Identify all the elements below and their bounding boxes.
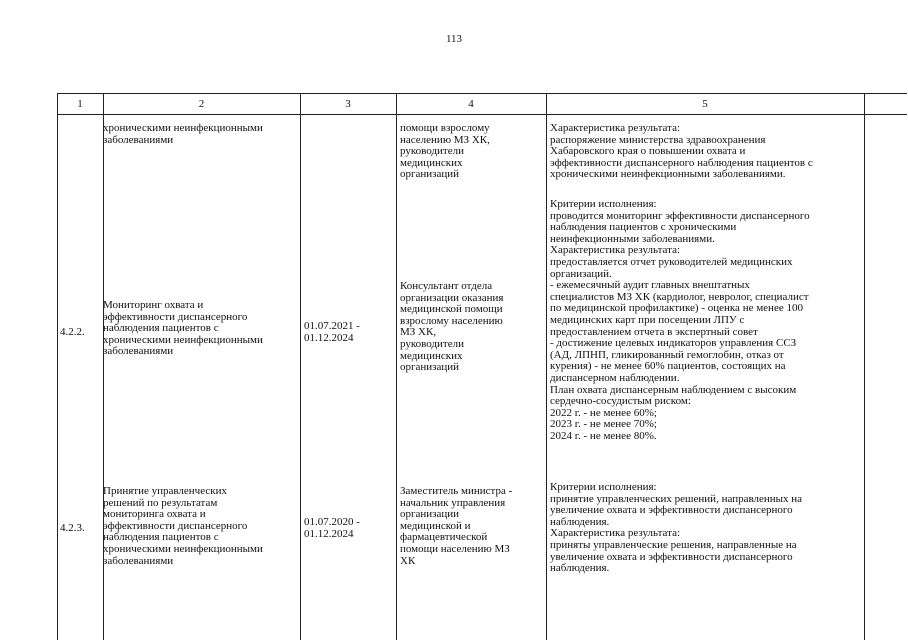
continuation-result-cell: Характеристика результата: распоряжение министерства здравоохранения Хабаровского края о повышении охвата и эффективности диспансерного наблюдения пациентов с хроническими неинфекционными заболеваниями. (550, 122, 813, 181)
activities-table (57, 93, 907, 640)
continuation-name-cell: хроническими неинфекционными заболеваниями (103, 122, 263, 146)
header-cell-2: 2 (198, 98, 205, 110)
period-cell: 01.07.2021 - 01.12.2024 (304, 320, 360, 344)
row-number-cell: 4.2.2. (60, 326, 85, 338)
executor-cell: Консультант отдела организации оказания медицинской помощи взрослому населению МЗ ХК, руководители медицинских организаций (400, 280, 504, 374)
executor-cell: Заместитель министра - начальник управления организации медицинской и фармацевтической помощи населению МЗ ХК (400, 485, 513, 567)
column-divider (300, 93, 301, 640)
header-cell-3: 3 (345, 98, 351, 110)
result-cell: Критерии исполнения: принятие управленческих решений, направленных на увеличение охвата и эффективности диспансерного наблюдения. Характеристика результата: приняты управленческие решения, направленные на увеличение охвата и эффективности диспансерного наблюдения. (550, 481, 803, 575)
row-number-cell: 4.2.3. (60, 522, 85, 534)
column-divider (57, 93, 58, 640)
column-divider (396, 93, 397, 640)
activity-name-cell: Принятие управленческих решений по результатам мониторинга охвата и эффективности диспансерного наблюдения пациентов с хроническими неинфекционными заболеваниями (103, 485, 263, 567)
activity-name-cell: Мониторинг охвата и эффективности диспансерного наблюдения пациентов с хроническими неинфекционными заболеваниями (103, 299, 263, 358)
page-number: 113 (445, 33, 463, 45)
column-divider (546, 93, 547, 640)
result-cell: Критерии исполнения: проводится мониторинг эффективности диспансерного наблюдения пациентов с хроническими неинфекционными заболеваниями. Характеристика результата: предоставляется отчет руководителей медицинских организаций. - ежемесячный аудит главных внештатных специалистов МЗ ХК (кардиолог, невролог, специалист по медицинской профилактике) - оценка не менее 100 медицинских карт при посещении ЛПУ с предоставлением отчета в экспертный совет - достижение целевых индикаторов управления ССЗ (АД, ЛПНП, гликированный гемоглобин, отказ от курения) - не менее 60% пациентов, состоящих на диспансерном наблюдении. План охвата диспансерным наблюдением с высоким сердечно-сосудистым риском: 2022 г. - не менее 60%; 2023 г. - не менее 70%; 2024 г. - не менее 80%. (550, 198, 810, 442)
table-header-row (57, 93, 907, 115)
header-cell-5: 5 (702, 98, 708, 110)
header-cell-1: 1 (77, 98, 83, 110)
continuation-executor-cell: помощи взрослому населению МЗ ХК, руководители медицинских организаций (400, 122, 490, 181)
period-cell: 01.07.2020 - 01.12.2024 (304, 516, 360, 540)
header-cell-4: 4 (468, 98, 474, 110)
